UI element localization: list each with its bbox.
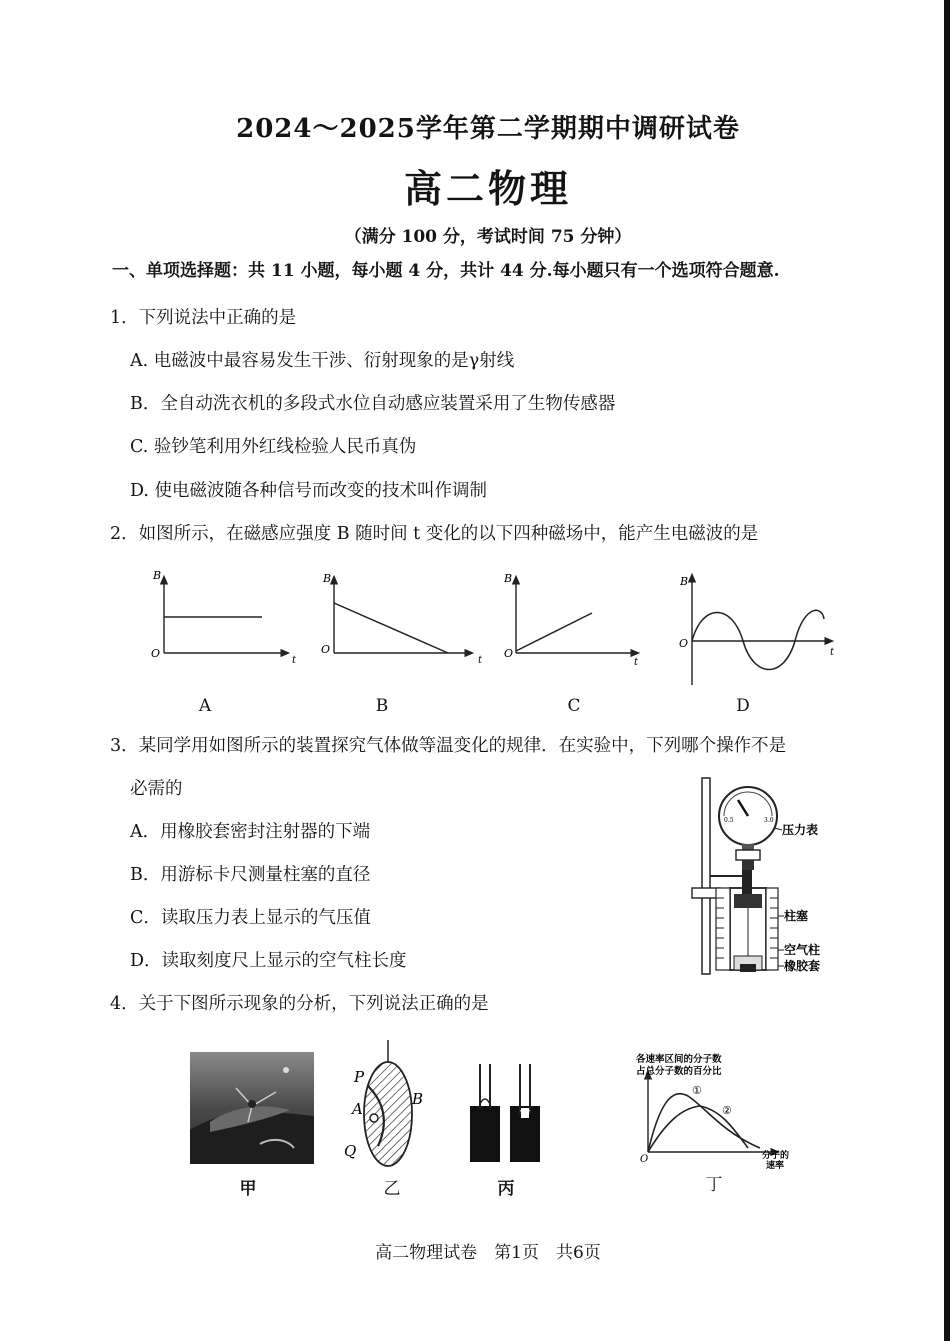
graph-b-y-label: B — [323, 572, 332, 585]
graph-b — [321, 572, 483, 666]
question-1-option-c: C. 验钞笔利用外红线检验人民币真伪 — [130, 437, 417, 457]
ding-curve-1: ① — [692, 1084, 702, 1097]
yi-point-b: B — [412, 1090, 424, 1108]
yi-point-p: P — [354, 1068, 365, 1086]
figure-ding-distribution — [626, 1052, 816, 1182]
svg-text:3.0: 3.0 — [764, 817, 774, 824]
label-plunger: 柱塞 — [784, 909, 809, 923]
section-heading: 一、单项选择题：共 11 小题，每小题 4 分，共计 44 分.每小题只有一个选项符合题意. — [112, 261, 780, 281]
graph-d-y-label: B — [680, 575, 689, 588]
question-2-graphs — [140, 565, 850, 685]
figure-jia-photo — [190, 1052, 314, 1164]
question-1-option-a: A. 电磁波中最容易发生干涉、衍射现象的是γ射线 — [130, 351, 515, 371]
question-3-stem-line1: 3．某同学用如图所示的装置探究气体做等温变化的规律．在实验中，下列哪个操作不是 — [110, 736, 787, 756]
ding-ylabel-line1: 各速率区间的分子数 — [636, 1054, 722, 1065]
gas-law-apparatus — [684, 776, 844, 978]
graph-d — [679, 575, 835, 685]
page-footer: 高二物理试卷 第1页 共6页 — [375, 1243, 601, 1263]
figure-label-yi: 乙 — [383, 1179, 401, 1199]
ding-ylabel-line2: 占总分子数的百分比 — [636, 1066, 722, 1077]
question-3-option-d: D．读取刻度尺上显示的空气柱长度 — [130, 951, 407, 971]
ding-xlabel-line2: 速率 — [766, 1161, 785, 1171]
ding-origin: O — [640, 1154, 649, 1165]
graph-d-origin: O — [679, 637, 689, 650]
figure-label-jia: 甲 — [239, 1179, 257, 1199]
yi-point-q: Q — [344, 1142, 357, 1160]
question-3-option-b: B．用游标卡尺测量柱塞的直径 — [130, 865, 371, 885]
graph-c-x-label: t — [634, 657, 639, 668]
graph-label-c: C — [567, 696, 581, 716]
graph-label-a: A — [198, 696, 212, 716]
graph-label-d: D — [736, 696, 750, 716]
yi-point-a: A — [352, 1100, 363, 1118]
question-3-stem-line2: 必需的 — [130, 779, 183, 799]
question-3-option-a: A．用橡胶套密封注射器的下端 — [130, 822, 371, 842]
question-1-stem: 1．下列说法中正确的是 — [110, 308, 297, 328]
graph-label-b: B — [375, 696, 389, 716]
pressure-gauge-icon — [719, 787, 777, 870]
label-air-column: 空气柱 — [784, 943, 821, 957]
graph-a-y-label: B — [153, 569, 162, 582]
label-pressure-gauge: 压力表 — [782, 823, 819, 837]
graph-a — [151, 569, 297, 666]
ding-xlabel-line1: 分子的 — [762, 1151, 790, 1161]
graph-c-y-label: B — [504, 572, 513, 585]
exam-info: （满分 100 分，考试时间 75 分钟） — [344, 227, 632, 247]
figure-label-bing: 丙 — [497, 1179, 515, 1199]
exam-subject: 高二物理 — [403, 166, 572, 211]
syringe-icon — [730, 870, 766, 972]
graph-c-origin: O — [504, 647, 514, 660]
question-3-option-c: C．读取压力表上显示的气压值 — [130, 908, 371, 928]
question-1-option-b: B．全自动洗衣机的多段式水位自动感应装置采用了生物传感器 — [130, 394, 616, 414]
graph-d-x-label: t — [830, 647, 835, 658]
svg-text:0.5: 0.5 — [724, 817, 734, 824]
question-4-stem: 4．关于下图所示现象的分析，下列说法正确的是 — [110, 994, 489, 1014]
question-2-stem: 2．如图所示，在磁感应强度 B 随时间 t 变化的以下四种磁场中，能产生电磁波的是 — [110, 524, 759, 544]
figure-label-ding: 丁 — [705, 1175, 723, 1195]
graph-b-origin: O — [321, 643, 331, 656]
graph-a-x-label: t — [292, 655, 297, 666]
label-rubber-cap: 橡胶套 — [784, 959, 821, 973]
figure-yi-diagram — [338, 1040, 438, 1170]
graph-c — [503, 572, 639, 668]
question-1-option-d: D. 使电磁波随各种信号而改变的技术叫作调制 — [130, 481, 488, 501]
figure-bing-tubes — [466, 1064, 556, 1164]
ding-curve-2: ② — [722, 1104, 732, 1117]
exam-title: 2024～2025学年第二学期期中调研试卷 — [236, 114, 740, 144]
graph-b-x-label: t — [478, 655, 483, 666]
graph-a-origin: O — [151, 647, 161, 660]
